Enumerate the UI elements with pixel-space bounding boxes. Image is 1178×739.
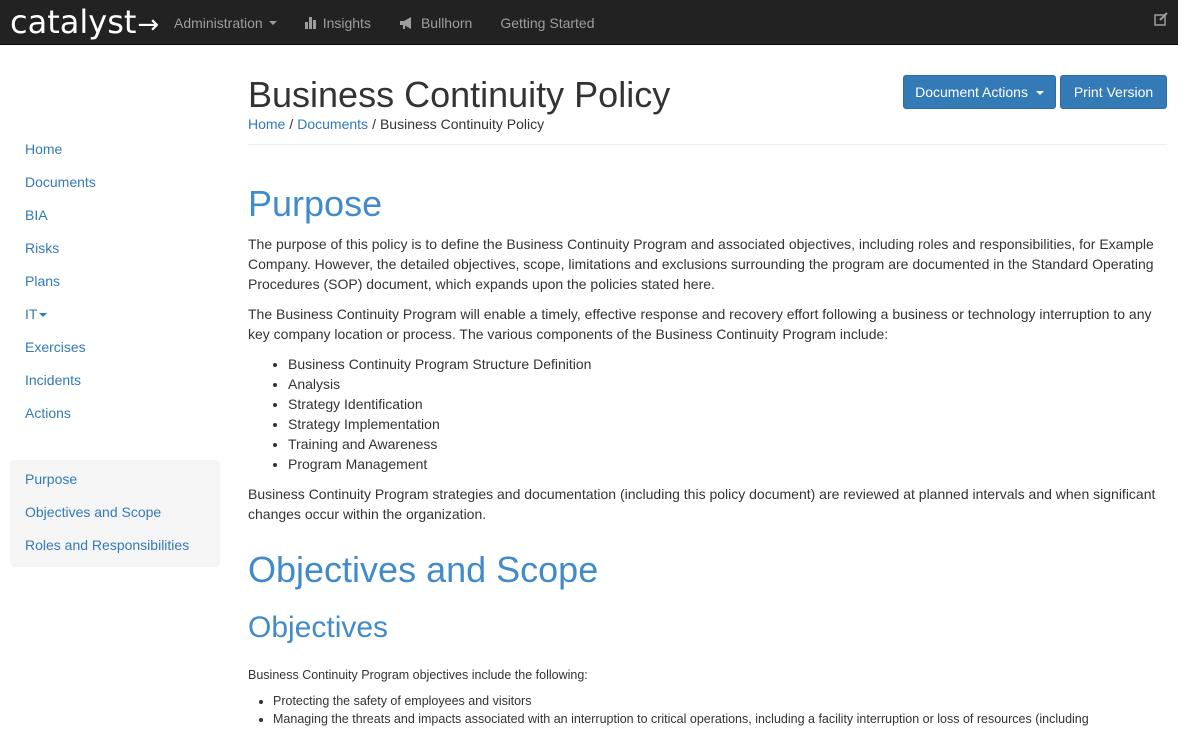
breadcrumb-documents[interactable]: Documents (297, 116, 369, 132)
sidebar-item-bia[interactable]: BIA (25, 207, 48, 223)
purpose-paragraph-3: Business Continuity Program strategies and documentation (including this policy document) are reviewed at planned intervals and when significant changes occur within the organization. (248, 486, 1156, 522)
list-item: • Training and Awareness (288, 434, 1158, 454)
purpose-paragraph-2: The Business Continuity Program will enable a timely, effective response and recovery effort following a business or technology interruption to any key company location or process. The various components of the Business Continuity Program include: (248, 306, 1152, 342)
document-actions-label: Document Actions (915, 84, 1028, 100)
list-item: • Strategy Implementation (288, 414, 1158, 434)
list-item: • Program Management (288, 454, 1158, 474)
components-list (288, 354, 1158, 474)
brand-arrow-icon: → (137, 10, 160, 40)
sidebar-nav (10, 133, 220, 430)
breadcrumb-home[interactable]: Home (248, 116, 286, 132)
list-item: • Strategy Identification (288, 394, 1158, 414)
nav-insights[interactable] (291, 0, 385, 45)
sidebar-item-incidents[interactable]: Incidents (25, 372, 82, 388)
sidebar-item-exercises[interactable]: Exercises (25, 339, 86, 355)
toc-item-purpose[interactable]: Purpose (25, 471, 78, 487)
nav-bullhorn-label: Bullhorn (420, 14, 473, 31)
chevron-down-icon (269, 21, 277, 25)
nav-administration-label: Administration (174, 14, 263, 31)
list-item: • Managing the threats and impacts associated with an interruption to critical operations, including a facility interruption or loss of resources (including (273, 710, 1158, 728)
header-divider (248, 144, 1167, 145)
sidebar-item-home[interactable]: Home (25, 141, 63, 157)
section-heading-objectives-and-scope: Objectives and Scope (248, 549, 599, 590)
main-nav (160, 0, 609, 45)
objectives-intro: Business Continuity Program objectives include the following: (248, 668, 588, 682)
breadcrumb-current: Business Continuity Policy (379, 116, 545, 132)
brand-name: catalyst (10, 3, 137, 41)
nav-administration[interactable] (160, 0, 291, 45)
bullhorn-icon (399, 17, 414, 29)
chevron-down-icon (39, 313, 47, 317)
objectives-list (273, 692, 1158, 728)
nav-insights-label: Insights (322, 14, 371, 31)
edit-icon[interactable] (1154, 12, 1168, 26)
sidebar-item-it-label: IT (25, 306, 38, 322)
list-item: • Business Continuity Program Structure Definition (288, 354, 1158, 374)
top-navbar (0, 0, 1178, 45)
breadcrumb (248, 116, 544, 132)
brand-logo[interactable] (10, 3, 159, 41)
subsection-heading-objectives: Objectives (248, 611, 389, 644)
breadcrumb-separator: / (372, 116, 376, 132)
purpose-paragraph-1: The purpose of this policy is to define the Business Continuity Program and associated objectives, including roles and responsibilities, for Example Company. However, the detailed objectives, scope, limitations and exclusions surrounding the program are documented in the Standard Operating Procedures (SOP) document, which expands upon the policies stated here. (248, 236, 1154, 292)
sidebar-item-it[interactable] (10, 298, 220, 331)
nav-getting-started-label: Getting Started (500, 14, 595, 31)
nav-getting-started[interactable] (486, 0, 608, 45)
toc-item-roles-and-responsibilities[interactable]: Roles and Responsibilities (25, 537, 190, 553)
list-item: • Protecting the safety of employees and visitors (273, 692, 1158, 710)
page-title: Business Continuity Policy (248, 74, 671, 115)
document-actions-button[interactable] (903, 75, 1056, 109)
bar-chart-icon (305, 17, 316, 29)
sidebar-item-risks[interactable]: Risks (25, 240, 60, 256)
section-heading-purpose: Purpose (248, 183, 383, 224)
chevron-down-icon (1036, 91, 1044, 95)
sidebar-item-documents[interactable]: Documents (25, 174, 96, 190)
list-item: • Analysis (288, 374, 1158, 394)
table-of-contents (10, 460, 220, 567)
sidebar-item-plans[interactable]: Plans (25, 273, 61, 289)
sidebar-item-actions[interactable]: Actions (25, 405, 71, 421)
breadcrumb-separator: / (289, 116, 294, 132)
toc-item-objectives-and-scope[interactable]: Objectives and Scope (25, 504, 162, 520)
print-version-button[interactable]: Print Version (1060, 75, 1167, 109)
nav-bullhorn[interactable] (385, 0, 486, 45)
document-body (248, 180, 1158, 728)
